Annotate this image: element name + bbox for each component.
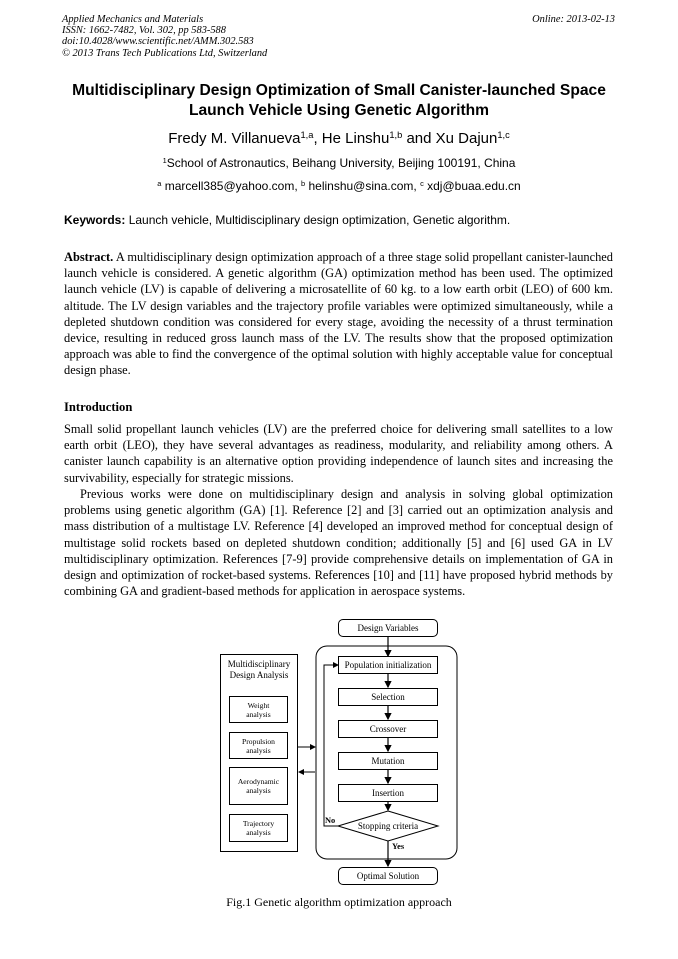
yes-branch-label: Yes	[392, 842, 405, 851]
email-link[interactable]: helinshu@sina.com	[308, 179, 414, 193]
intro-paragraph-2: Previous works were done on multidisciplinary design and analysis in solving global optimization problems using genetic algorithm (GA) [1]. Reference [2] and [3] carried out an optimization analysis and mass distribution of a multistage LV. Reference [4] developed an improved method for conceptual design of multistage solid rockets based on depleted shutdown condition; additionally [5] and [6] used GA in LV multidisciplinary optimization. References [7-9] provide comprehensive details on implementation of GA in design and optimization of rocket-based systems. References [10] and [11] have proposed hybrid methods by combining GA and gradient-based methods for application in aerospace systems.	[64, 487, 613, 599]
optimal-solution-label: Optimal Solution	[356, 871, 420, 881]
email-superscript: a	[157, 178, 162, 188]
author-separator: and	[402, 130, 436, 147]
intro-paragraph-1: Small solid propellant launch vehicles (LV) are the preferred choice for delivering small satellites to a low earth orbit (LEO), they have several advantages as readiness, modularity, and reliability among others. A canister launch capability is an alternative option providing independence of launch sites and increasing the survivability, especially for strategic missions.	[64, 422, 613, 485]
author-separator: ,	[313, 130, 322, 147]
mda-module-aerodynamic	[229, 767, 288, 805]
no-branch-label: No	[325, 816, 336, 825]
mda-module-weight	[229, 696, 288, 723]
module-label: Propulsion	[242, 736, 275, 746]
step-label: Selection	[371, 692, 405, 702]
step-label: Population initialization	[344, 660, 432, 670]
abstract-text: A multidisciplinary design optimization approach of a three stage solid propellant canister-launched launch vehicle is considered. A genetic algorithm (GA) optimization method has been used. The optimized launch vehicle (LV) is capable of delivering a microsatellite of 60 kg. to a low earth orbit (LEO) of 600 km. altitude. The LV design variables and the trajectory profile variables were optimized simultaneously, while a depleted shutdown condition was considered for every stage, avoiding the necessity of a thrust termination device, resulting in reduced gross launch mass of the LV. The results show that the proposed optimization approach was able to find the convergence of the optimal solution with highly acceptable value for conceptual design phase.	[64, 250, 613, 378]
module-label: analysis	[246, 745, 271, 755]
mda-module-trajectory	[229, 814, 288, 842]
step-label: Mutation	[371, 756, 405, 766]
issn-line: ISSN: 1662-7482, Vol. 302, pp 583-588	[62, 25, 226, 37]
module-label: analysis	[246, 709, 271, 719]
email-superscript: c	[420, 178, 424, 188]
module-label: Aerodynamic	[237, 777, 280, 786]
author-superscript: 1,c	[497, 129, 510, 140]
author-name: Fredy M. Villanueva	[168, 130, 301, 147]
mda-module-propulsion	[229, 732, 288, 759]
step-population-initialization	[338, 656, 438, 674]
module-label: Weight	[247, 700, 270, 710]
author-superscript: 1,a	[300, 129, 314, 140]
design-variables-label: Design Variables	[357, 623, 419, 633]
keywords-text: Launch vehicle, Multidisciplinary design optimization, Genetic algorithm.	[125, 213, 511, 227]
optimal-solution-box	[338, 867, 438, 885]
design-variables-box	[338, 619, 438, 637]
affiliation-superscript: 1	[162, 155, 167, 165]
doi-line: doi:10.4028/www.scientific.net/AMM.302.583	[62, 36, 254, 48]
module-label: Trajectory	[242, 819, 275, 828]
step-crossover	[338, 720, 438, 738]
step-insertion	[338, 784, 438, 802]
online-date: Online: 2013-02-13	[532, 14, 615, 25]
keywords-label: Keywords:	[64, 213, 126, 227]
title-line-1: Multidisciplinary Design Optimization of Small Canister-launched Space	[72, 82, 606, 99]
affiliation-text: School of Astronautics, Beihang University, Beijing 100191, China	[166, 156, 516, 170]
step-mutation	[338, 752, 438, 770]
module-label: analysis	[246, 828, 271, 837]
title-line-2: Launch Vehicle Using Genetic Algorithm	[188, 102, 490, 119]
mda-title-line-2: Design Analysis	[229, 670, 289, 680]
author-name: He Linshu	[321, 130, 390, 147]
author-name: Xu Dajun	[435, 130, 498, 147]
email-link[interactable]: xdj@buaa.edu.cn	[427, 179, 521, 193]
section-heading-introduction: Introduction	[64, 400, 133, 414]
author-superscript: 1,b	[389, 129, 403, 140]
email-link[interactable]: marcell385@yahoo.com	[164, 179, 295, 193]
email-separator: ,	[413, 179, 421, 193]
email-separator: ,	[294, 179, 301, 193]
decision-stopping-criteria: Stopping criteria	[357, 821, 419, 831]
step-label: Insertion	[372, 788, 404, 798]
copyright-line: © 2013 Trans Tech Publications Ltd, Switzerland	[62, 47, 268, 59]
step-label: Crossover	[369, 724, 407, 734]
mda-title-line-1: Multidisciplinary	[227, 659, 291, 669]
abstract-label: Abstract.	[64, 250, 114, 264]
mda-title	[220, 659, 298, 681]
module-label: analysis	[246, 786, 271, 795]
step-selection	[338, 688, 438, 706]
email-superscript: b	[301, 178, 306, 188]
figure-caption: Fig.1 Genetic algorithm optimization approach	[226, 895, 452, 909]
journal-name: Applied Mechanics and Materials	[62, 14, 204, 25]
